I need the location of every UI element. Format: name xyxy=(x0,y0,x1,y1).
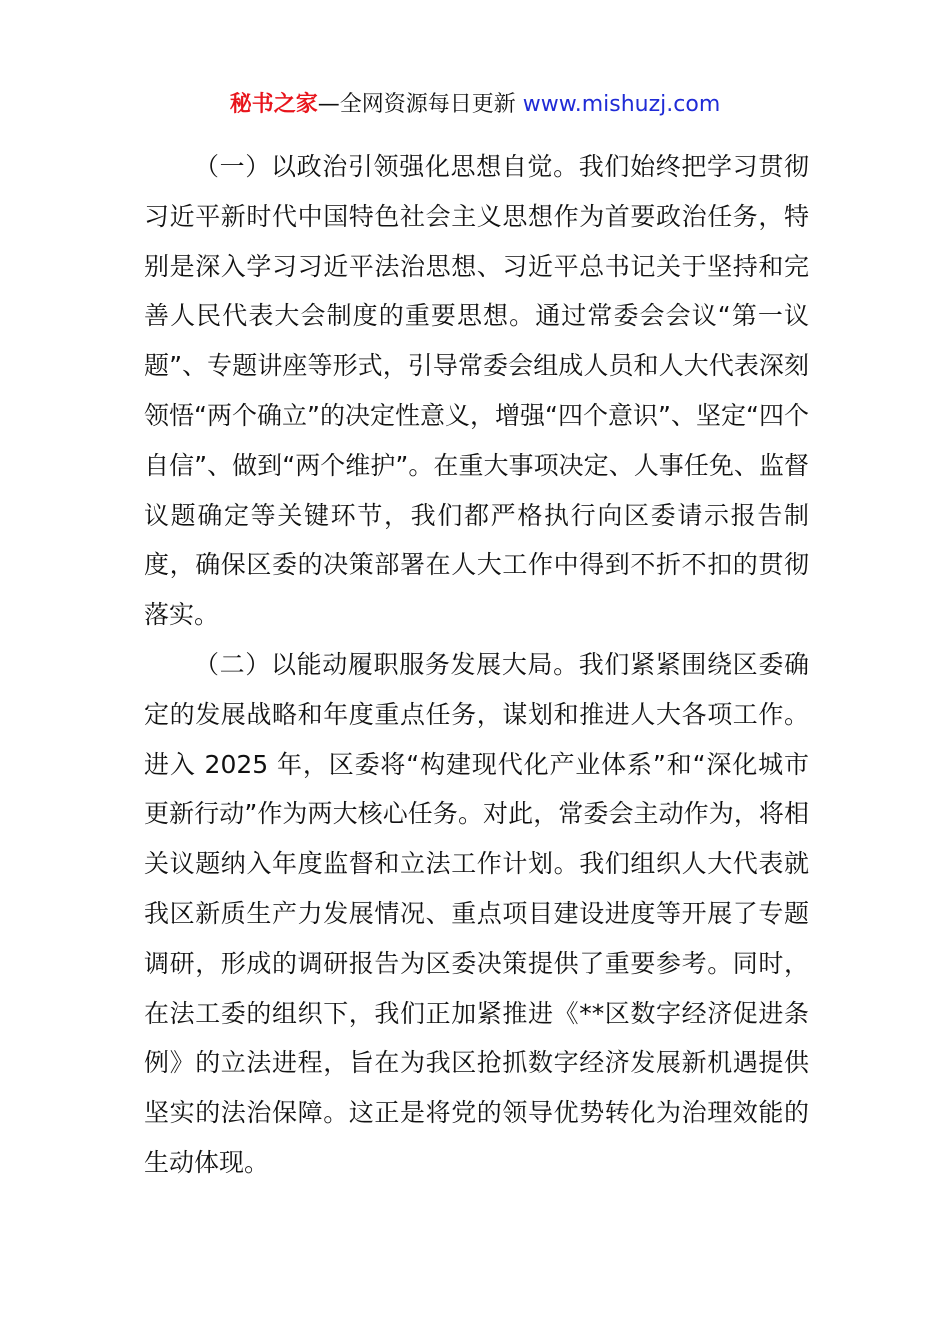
brand-name: 秘书之家 xyxy=(229,92,318,117)
page-header xyxy=(0,88,950,122)
paragraph-2: （二）以能动履职服务发展大局。我们紧紧围绕区委确定的发展战略和年度重点任务，谋划和推进人大各项工作。进入 2025 年，区委将“构建现代化产业体系”和“深化城市更新行动”作为两大核心任务。对此，常委会主动作为，将相关议题纳入年度监督和立法工作计划。我们组织人大代表就我区新质生产力发展情况、重点项目建设进度等开展了专题调研，形成的调研报告为区委决策提供了重要参考。同时，在法工委的组织下，我们正加紧推进《**区数字经济促进条例》的立法进程，旨在为我区抢抓数字经济发展新机遇提供坚实的法治保障。这正是将党的领导优势转化为治理效能的生动体现。 xyxy=(144,649,809,1177)
document-body xyxy=(144,142,809,1188)
paragraph-1: （一）以政治引领强化思想自觉。我们始终把学习贯彻习近平新时代中国特色社会主义思想作为首要政治任务，特别是深入学习习近平法治思想、习近平总书记关于坚持和完善人民代表大会制度的重要思想。通过常委会会议“第一议题”、专题讲座等形式，引导常委会组成人员和人大代表深刻领悟“两个确立”的决定性意义，增强“四个意识”、坚定“四个自信”、做到“两个维护”。在重大事项决定、人事任免、监督议题确定等关键环节，我们都严格执行向区委请示报告制度，确保区委的决策部署在人大工作中得到不折不扣的贯彻落实。 xyxy=(144,152,809,630)
website-link[interactable]: www.mishuzj.com xyxy=(522,92,721,117)
header-tagline: —全网资源每日更新 xyxy=(317,92,523,117)
